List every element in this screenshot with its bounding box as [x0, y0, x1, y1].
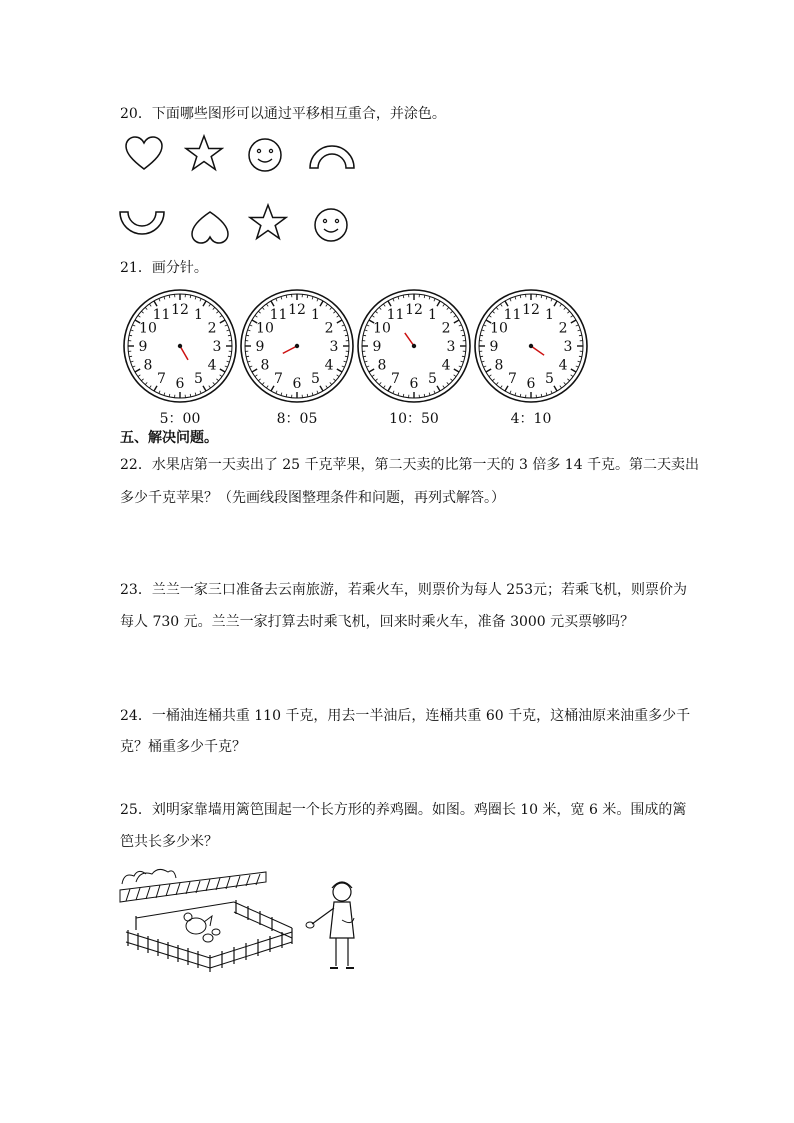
clock-tick [505, 301, 508, 306]
clock-tick [551, 391, 552, 394]
clock-tick [209, 304, 211, 306]
q24-line2: 克？桶重多少千克？ [120, 739, 246, 755]
q22-line2: 多少千克苹果？（先画线段图整理条件和问题，再列式解答。） [120, 490, 505, 506]
star-icon [184, 134, 224, 172]
clock-tick [403, 295, 404, 298]
clock-face[interactable] [473, 288, 589, 404]
clock-tick [560, 386, 562, 388]
clock-tick [424, 394, 425, 397]
clock-tick [213, 307, 215, 309]
clock-tick [567, 379, 569, 381]
clock-tick [578, 361, 581, 362]
clock-number: 2 [441, 320, 451, 337]
clock-tick [145, 382, 147, 384]
clock-tick [482, 330, 485, 331]
clock-tick [450, 311, 452, 313]
clock-tick [149, 386, 151, 388]
clock-number: 9 [489, 339, 499, 355]
clock-tick [227, 361, 230, 362]
clock-tick [366, 325, 369, 326]
clock-tick [375, 311, 377, 313]
arc-up-icon [308, 140, 356, 170]
clock-tick [450, 379, 452, 381]
clock-tick [369, 369, 374, 372]
clock-number: 9 [138, 339, 148, 355]
clock-tick [258, 379, 260, 381]
clock-number: 12 [171, 302, 189, 318]
clock-tick [333, 379, 335, 381]
clock-number: 8 [143, 357, 153, 374]
clock-tick [320, 301, 323, 306]
clock-tick [286, 394, 287, 397]
clock-number: 2 [324, 320, 334, 337]
clock-tick [337, 369, 342, 372]
clock-number: 3 [212, 339, 222, 355]
chicken-pen-illustration [116, 862, 376, 994]
clock-tick [132, 325, 135, 326]
clock-time-label: 10：50 [389, 411, 439, 427]
clock-tick [220, 320, 225, 323]
clock-tick [383, 304, 385, 306]
clock-tick [225, 366, 228, 367]
clock-tick [255, 375, 257, 377]
hour-hand [405, 333, 414, 346]
clock-tick [437, 301, 440, 306]
clock-tick [447, 307, 449, 309]
clock-tick [454, 369, 459, 372]
clock-tick [255, 315, 257, 317]
clock-center [412, 344, 416, 348]
clock-center [178, 344, 182, 348]
clock-tick [437, 386, 440, 391]
clock-tick [342, 325, 345, 326]
arc-down-icon [118, 210, 166, 240]
clock-tick [281, 297, 282, 300]
clock-tick [131, 330, 134, 331]
clock-tick [520, 394, 521, 397]
clock-tick [365, 330, 368, 331]
clock-tick [317, 391, 318, 394]
clock-number: 5 [428, 371, 437, 388]
clock-tick [564, 307, 566, 309]
clock-tick [551, 298, 552, 301]
clock-tick [461, 330, 464, 331]
clock-tick [326, 304, 328, 306]
clock-tick [216, 311, 218, 313]
clock-face[interactable] [122, 288, 238, 404]
clock-tick [560, 304, 562, 306]
clock-tick [461, 361, 464, 362]
clock-number: 7 [508, 371, 517, 388]
clock-tick [447, 382, 449, 384]
clock-tick [454, 315, 456, 317]
q20-text: 20．下面哪些图形可以通过平移相互重合，并涂色。 [120, 106, 446, 122]
clock-tick [496, 382, 498, 384]
clock-tick [262, 307, 264, 309]
clock-tick [363, 335, 366, 336]
clock [239, 288, 355, 427]
clock-tick [307, 295, 308, 298]
clock-row [122, 288, 602, 428]
clock-number: 5 [545, 371, 554, 388]
clock-tick [225, 325, 228, 326]
clock-number: 6 [526, 376, 536, 392]
clock-number: 1 [311, 306, 320, 323]
clock-tick [510, 391, 511, 394]
clock-number: 8 [377, 357, 387, 374]
clock-number: 10 [373, 320, 391, 337]
clock-tick [579, 356, 582, 357]
clock-number: 10 [490, 320, 508, 337]
clock-tick [190, 394, 191, 397]
clock-tick [363, 356, 366, 357]
clock-tick [337, 375, 339, 377]
clock-number: 3 [446, 339, 456, 355]
clock-tick [249, 325, 252, 326]
clock-center [295, 344, 299, 348]
clock-tick [515, 297, 516, 300]
clock-tick [344, 330, 347, 331]
clock-tick [333, 311, 335, 313]
clock-tick [249, 366, 252, 367]
clock-number: 5 [194, 371, 203, 388]
clock-tick [169, 394, 170, 397]
clock-tick [312, 297, 313, 300]
clock-tick [459, 325, 462, 326]
clock-tick [135, 369, 140, 372]
clock-number: 6 [292, 376, 302, 392]
q24-line1: 24．一桶油连桶共重 110 千克，用去一半油后，连桶共重 60 千克，这桶油原来油重多少千 [120, 708, 691, 724]
clock-tick [252, 369, 257, 372]
clock-face[interactable] [356, 288, 472, 404]
clock-tick [271, 301, 274, 306]
smiley-icon [313, 207, 349, 243]
clock-tick [393, 391, 394, 394]
clock-tick [375, 379, 377, 381]
hour-hand [180, 346, 188, 360]
q25-line2: 笆共长多少米？ [120, 834, 218, 850]
clock-tick [383, 386, 385, 388]
clock-tick [541, 295, 542, 298]
clock-number: 7 [274, 371, 283, 388]
clock-tick [429, 297, 430, 300]
clock-tick [149, 304, 151, 306]
clock-tick [541, 394, 542, 397]
q22-line1: 22．水果店第一天卖出了 25 千克苹果，第二天卖的比第一天的 3 倍多 14 千克。第二天卖出 [120, 457, 700, 473]
clock-number: 2 [558, 320, 568, 337]
clock-time-label: 8：05 [276, 411, 318, 427]
clock-number: 7 [157, 371, 166, 388]
clock-tick [489, 375, 491, 377]
section-heading: 五、解决问题。 [120, 430, 218, 446]
clock-tick [480, 356, 483, 357]
clock-tick [213, 382, 215, 384]
clock-tick [492, 311, 494, 313]
clock-tick [307, 394, 308, 397]
clock-tick [330, 382, 332, 384]
clock-tick [131, 361, 134, 362]
clock-tick [164, 297, 165, 300]
clock-number: 5 [311, 371, 320, 388]
clock-tick [424, 295, 425, 298]
clock-tick [337, 315, 339, 317]
clock-tick [480, 335, 483, 336]
clock-tick [258, 311, 260, 313]
clock-number: 4 [441, 357, 451, 374]
clock-tick [132, 366, 135, 367]
clock-tick [500, 386, 502, 388]
clock-tick [564, 382, 566, 384]
clock-tick [200, 298, 201, 301]
clock-tick [337, 320, 342, 323]
clock-number: 9 [255, 339, 265, 355]
clock-number: 3 [329, 339, 339, 355]
clock-number: 11 [152, 306, 171, 323]
clock-tick [462, 335, 465, 336]
clock-tick [203, 386, 206, 391]
clock-tick [345, 356, 348, 357]
clock-tick [379, 382, 381, 384]
clock-tick [372, 375, 374, 377]
clock-number: 3 [563, 339, 573, 355]
clock-tick [520, 295, 521, 298]
clock-time-label: 5：00 [159, 411, 201, 427]
clock-tick [554, 301, 557, 306]
clock [473, 288, 589, 427]
clock-tick [459, 366, 462, 367]
clock-tick [398, 297, 399, 300]
clock-tick [312, 393, 313, 396]
clock-number: 8 [494, 357, 504, 374]
clock-tick [141, 311, 143, 313]
clock-tick [227, 330, 230, 331]
clock-face[interactable] [239, 288, 355, 404]
clock-tick [262, 382, 264, 384]
clock-tick [248, 361, 251, 362]
clock-number: 11 [503, 306, 522, 323]
clock-number: 4 [324, 357, 334, 374]
heart-icon [190, 210, 230, 244]
clock-tick [266, 304, 268, 306]
clock-number: 8 [260, 357, 270, 374]
clock-tick [200, 391, 201, 394]
clock-tick [345, 335, 348, 336]
clock-number: 4 [558, 357, 568, 374]
clock-tick [195, 297, 196, 300]
smiley-icon [247, 137, 283, 173]
clock-tick [571, 375, 573, 377]
clock-tick [342, 366, 345, 367]
clock-number: 10 [256, 320, 274, 337]
clock-tick [515, 393, 516, 396]
clock-number: 12 [405, 302, 423, 318]
clock [122, 288, 238, 427]
q23-line1: 23．兰兰一家三口准备去云南旅游，若乘火车，则票价为每人 253元；若乘飞机，则票价为 [120, 582, 687, 598]
heart-icon [124, 136, 164, 172]
hour-hand [531, 346, 544, 355]
clock-tick [246, 335, 249, 336]
hour-hand [283, 346, 297, 353]
clock-tick [129, 335, 132, 336]
clock-tick [489, 315, 491, 317]
clock-tick [454, 320, 459, 323]
clock-tick [434, 298, 435, 301]
clock-tick [154, 301, 157, 306]
clock-tick [195, 393, 196, 396]
clock-tick [281, 393, 282, 396]
clock-number: 6 [409, 376, 419, 392]
clock-tick [546, 297, 547, 300]
clock-tick [403, 394, 404, 397]
clock-tick [266, 386, 268, 388]
clock-tick [228, 335, 231, 336]
clock-tick [571, 320, 576, 323]
clock-tick [483, 366, 486, 367]
clock-tick [496, 307, 498, 309]
clock-tick [482, 361, 485, 362]
clock-tick [486, 369, 491, 372]
clock-tick [398, 393, 399, 396]
clock-tick [492, 379, 494, 381]
clock-number: 1 [194, 306, 203, 323]
clock-tick [190, 295, 191, 298]
clock-tick [462, 356, 465, 357]
clock-number: 10 [139, 320, 157, 337]
clock-number: 11 [386, 306, 405, 323]
clock-number: 1 [545, 306, 554, 323]
clock-tick [344, 361, 347, 362]
clock-tick [159, 298, 160, 301]
clock-tick [203, 301, 206, 306]
clock-tick [145, 307, 147, 309]
clock-tick [366, 366, 369, 367]
clock-tick [443, 304, 445, 306]
clock-tick [164, 393, 165, 396]
clock-tick [141, 379, 143, 381]
clock-tick [138, 315, 140, 317]
clock-number: 12 [288, 302, 306, 318]
clock-number: 11 [269, 306, 288, 323]
clock-tick [379, 307, 381, 309]
clock-tick [571, 369, 576, 372]
clock-center [529, 344, 533, 348]
clock-tick [286, 295, 287, 298]
clock-number: 1 [428, 306, 437, 323]
clock-tick [209, 386, 211, 388]
clock-tick [434, 391, 435, 394]
clock-tick [429, 393, 430, 396]
clock-number: 7 [391, 371, 400, 388]
clock-tick [330, 307, 332, 309]
clock-tick [276, 298, 277, 301]
clock-tick [216, 379, 218, 381]
clock-tick [276, 391, 277, 394]
clock-number: 6 [175, 376, 185, 392]
clock-number: 2 [207, 320, 217, 337]
clock-tick [454, 375, 456, 377]
clock-tick [320, 386, 323, 391]
clock-tick [576, 325, 579, 326]
clock-tick [546, 393, 547, 396]
clock-tick [483, 325, 486, 326]
q21-text: 21．画分针。 [120, 260, 208, 276]
clock-tick [220, 375, 222, 377]
clock-tick [388, 301, 391, 306]
clock-time-label: 4：10 [510, 411, 552, 427]
clock [356, 288, 472, 427]
star-icon [248, 203, 288, 241]
clock-tick [510, 298, 511, 301]
clock-tick [443, 386, 445, 388]
clock-number: 4 [207, 357, 217, 374]
clock-tick [317, 298, 318, 301]
clock-tick [159, 391, 160, 394]
clock-tick [579, 335, 582, 336]
clock-number: 9 [372, 339, 382, 355]
clock-tick [500, 304, 502, 306]
clock-tick [220, 315, 222, 317]
q23-line2: 每人 730 元。兰兰一家打算去时乘飞机，回来时乘火车，准备 3000 元买票够吗？ [120, 614, 635, 630]
q25-line1: 25．刘明家靠墙用篱笆围起一个长方形的养鸡圈。如图。鸡圈长 10 米，宽 6 米。围成的篱 [120, 802, 687, 818]
clock-tick [248, 330, 251, 331]
clock-tick [372, 315, 374, 317]
clock-tick [567, 311, 569, 313]
clock-tick [169, 295, 170, 298]
clock-tick [365, 361, 368, 362]
clock-tick [129, 356, 132, 357]
clock-tick [393, 298, 394, 301]
clock-tick [578, 330, 581, 331]
clock-tick [571, 315, 573, 317]
clock-tick [228, 356, 231, 357]
clock-tick [326, 386, 328, 388]
clock-number: 12 [522, 302, 540, 318]
clock-tick [246, 356, 249, 357]
clock-tick [554, 386, 557, 391]
clock-tick [576, 366, 579, 367]
clock-tick [138, 375, 140, 377]
clock-tick [220, 369, 225, 372]
